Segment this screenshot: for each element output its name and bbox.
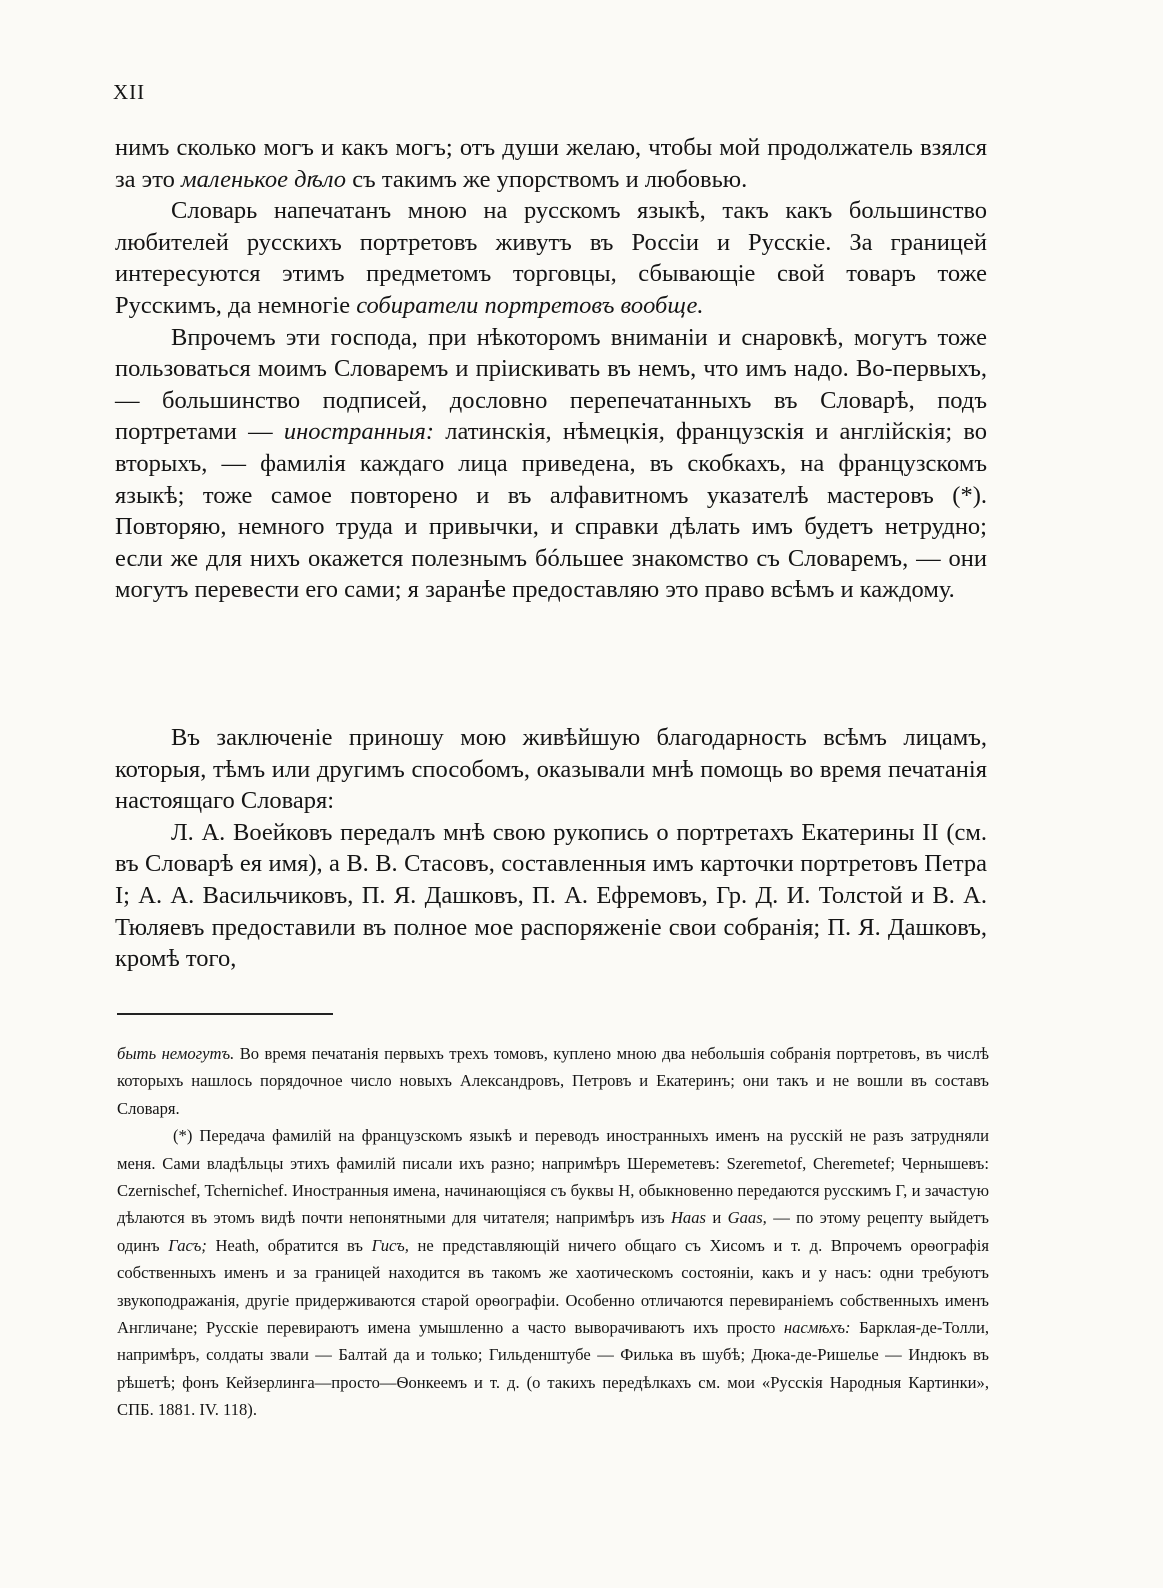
footnote-continuation: быть немогутъ. Во время печатанія первыхъ трехъ томовъ, куплено мною два небольшія собранія портретовъ, въ числѣ которыхъ нашлось порядочное число новыхъ Александровъ, Петровъ и Екатеринъ; они такъ и не вошли въ составъ Словаря. [117,1044,990,1118]
paragraph-continuation: нимъ сколько могъ и какъ могъ; отъ души желаю, чтобы мой продолжатель взялся за это маленькое дѣло съ такимъ же упорствомъ и любовью. [115,134,987,193]
footnotes [117,1040,989,1424]
page-number: XII [113,80,146,104]
body-text-acknowledgements [115,722,987,975]
footnote-divider [117,1013,333,1015]
paragraph-language: Словарь напечатанъ мною на русскомъ языкѣ, такъ какъ большинство любителей русскихъ портретовъ живутъ въ Россіи и Русскіе. За границей интересуются этимъ предметомъ торговцы, сбывающіе свой товаръ тоже Русскимъ, да немногіе собиратели портретовъ вообще. [115,197,987,319]
paragraph-gratitude: Въ заключеніе приношу мою живѣйшую благодарность всѣмъ лицамъ, которыя, тѣмъ или другимъ способомъ, оказывали мнѣ помощь во время печатанія настоящаго Словаря: [115,724,987,815]
paragraph-contributors: Л. А. Воейковъ передалъ мнѣ свою рукопись о портретахъ Екатерины II (см. въ Словарѣ ея имя), а В. В. Стасовъ, составленныя имъ карточки портретовъ Петра I; А. А. Васильчиковъ, П. Я. Дашковъ, П. А. Ефремовъ, Гр. Д. И. Толстой и В. А. Тюляевъ предоставили въ полное мое распоряженіе свои собранія; П. Я. Дашковъ, кромѣ того, [115,818,987,973]
paragraph-usage: Впрочемъ эти господа, при нѣкоторомъ вниманіи и снаровкѣ, могутъ тоже пользоваться моимъ Словаремъ и пріискивать въ немъ, что имъ надо. Во-первыхъ, — большинство подписей, дословно перепечатанныхъ въ Словарѣ, подъ портретами — иностранныя: латинскія, нѣмецкія, французскія и англійскія; во вторыхъ, — фамилія каждаго лица приведена, въ скобкахъ, на французскомъ языкѣ; тоже самое повторено и въ алфавитномъ указателѣ мастеровъ (*). Повторяю, немного труда и привычки, и справки дѣлать имъ будетъ нетрудно; если же для нихъ окажется полезнымъ бóльшее знакомство съ Словаремъ, — они могутъ перевести его сами; я заранѣе предоставляю это право всѣмъ и каждому. [115,323,988,604]
body-text-top [115,132,987,606]
footnote-asterisk: (*) Передача фамилій на французскомъ языкѣ и переводъ иностранныхъ именъ на русскій не разъ затрудняли меня. Сами владѣльцы этихъ фамилій писали ихъ разно; напримѣръ Шереметевъ: Szeremetof, Cheremetef; Чернышевъ: Czernischef, Tchernichef. Иностранныя имена, начинающіяся съ буквы H, обыкновенно передаются русскимъ Г, и зачастую дѣлаются въ этомъ видѣ почти непонятными для читателя; напримѣръ изъ Haas и Gaas, — по этому рецепту выйдетъ одинъ Гасъ; Heath, обратится въ Гисъ, не представляющій ничего общаго съ Хисомъ и т. д. Впрочемъ орѳографія собственныхъ именъ и за границей находится въ такомъ же хаотическомъ состояніи, какъ и у насъ: одни требуютъ звукоподражанія, другіе придерживаются старой орѳографіи. Особенно отличаются перевираніемъ собственныхъ именъ Англичане; Русскіе перевираютъ имена умышленно а часто выворачиваютъ ихъ просто насмѣхъ: Барклая-де-Толли, напримѣръ, солдаты звали — Балтай да и только; Гильденштубе — Филька въ шубѣ; Дюка-де-Ришелье — Индюкъ въ рѣшетѣ; фонъ Кейзерлинга—просто—Ѳонкеемъ и т. д. (о такихъ передѣлкахъ см. мои «Русскія Народныя Картинки», СПБ. 1881. IV. 118). [117,1126,990,1420]
